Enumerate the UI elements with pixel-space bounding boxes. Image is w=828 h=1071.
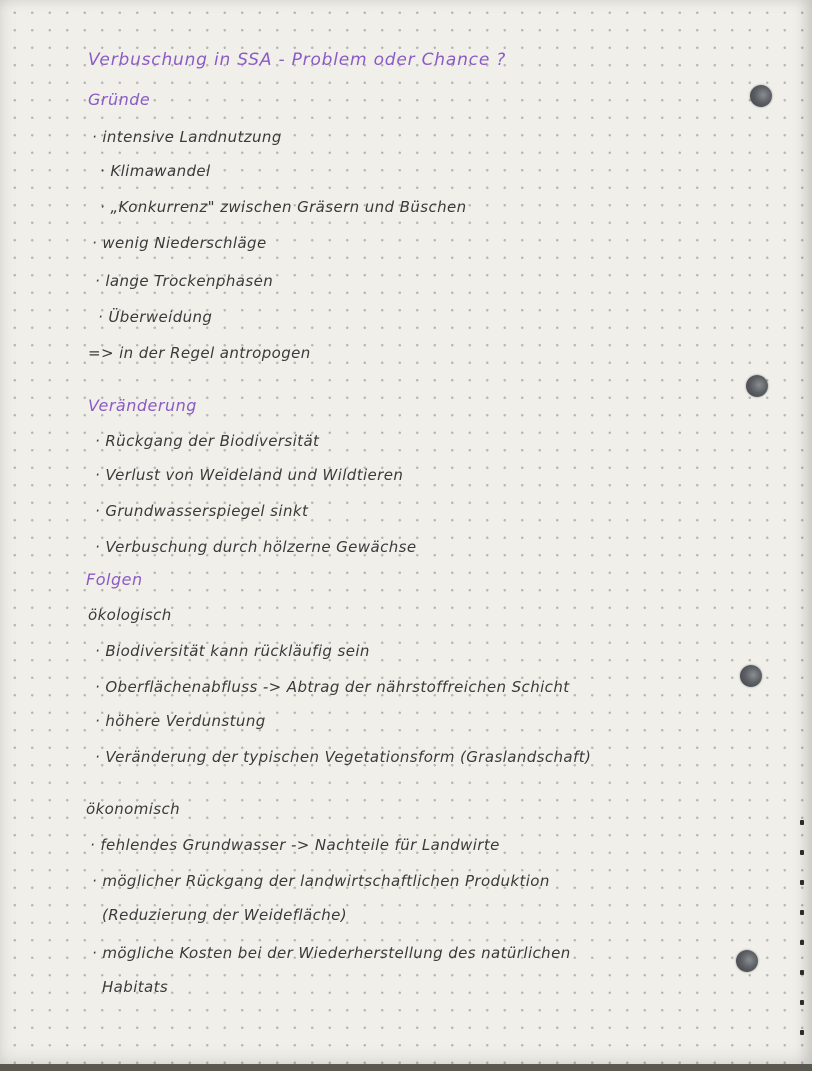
punch-hole: [736, 950, 758, 972]
list-item: · lange Trockenphasen: [95, 272, 274, 290]
list-item: · Überweidung: [98, 308, 213, 326]
list-item-continuation: Habitats: [102, 978, 169, 996]
list-item: · Oberflächenabfluss -> Abtrag der nährstoffreichen Schicht: [95, 678, 570, 696]
list-item: · Rückgang der Biodiversität: [95, 432, 320, 450]
page-title: Verbuschung in SSA - Problem oder Chance ?: [88, 50, 507, 70]
list-item: · „Konkurrenz" zwischen Gräsern und Büschen: [100, 198, 467, 216]
list-item: · wenig Niederschläge: [92, 234, 267, 252]
page-edge: [812, 0, 828, 1071]
subheading-oekonomisch: ökonomisch: [86, 800, 181, 818]
perforation-mark: [800, 850, 804, 855]
list-item: · Klimawandel: [100, 162, 211, 180]
section-heading-gruende: Gründe: [88, 90, 151, 109]
perforation-mark: [800, 940, 804, 945]
desk-edge: [0, 1064, 812, 1071]
perforation-mark: [800, 1030, 804, 1035]
list-item: · Verlust von Weideland und Wildtieren: [95, 466, 404, 484]
list-item: · möglicher Rückgang der landwirtschaftlichen Produktion: [92, 872, 550, 890]
list-item: · mögliche Kosten bei der Wiederherstellung des natürlichen: [92, 944, 571, 962]
punch-hole: [740, 665, 762, 687]
perforation-mark: [800, 1000, 804, 1005]
punch-hole: [750, 85, 772, 107]
perforation-mark: [800, 910, 804, 915]
list-item: · Verbuschung durch hölzerne Gewächse: [95, 538, 417, 556]
section-heading-folgen: Folgen: [86, 570, 143, 589]
perforation-mark: [800, 970, 804, 975]
list-item: · Biodiversität kann rückläufig sein: [95, 642, 370, 660]
punch-hole: [746, 375, 768, 397]
list-item: · intensive Landnutzung: [92, 128, 282, 146]
perforation-mark: [800, 880, 804, 885]
list-item: · höhere Verdunstung: [95, 712, 266, 730]
list-item-continuation: (Reduzierung der Weidefläche): [102, 906, 348, 924]
conclusion-line: => in der Regel antropogen: [88, 344, 311, 362]
list-item: · Grundwasserspiegel sinkt: [95, 502, 309, 520]
list-item: · fehlendes Grundwasser -> Nachteile für Landwirte: [90, 836, 500, 854]
perforation-mark: [800, 820, 804, 825]
subheading-oekologisch: ökologisch: [88, 606, 172, 624]
list-item: · Veränderung der typischen Vegetationsform (Graslandschaft): [95, 748, 592, 766]
section-heading-veraenderung: Veränderung: [88, 396, 197, 415]
